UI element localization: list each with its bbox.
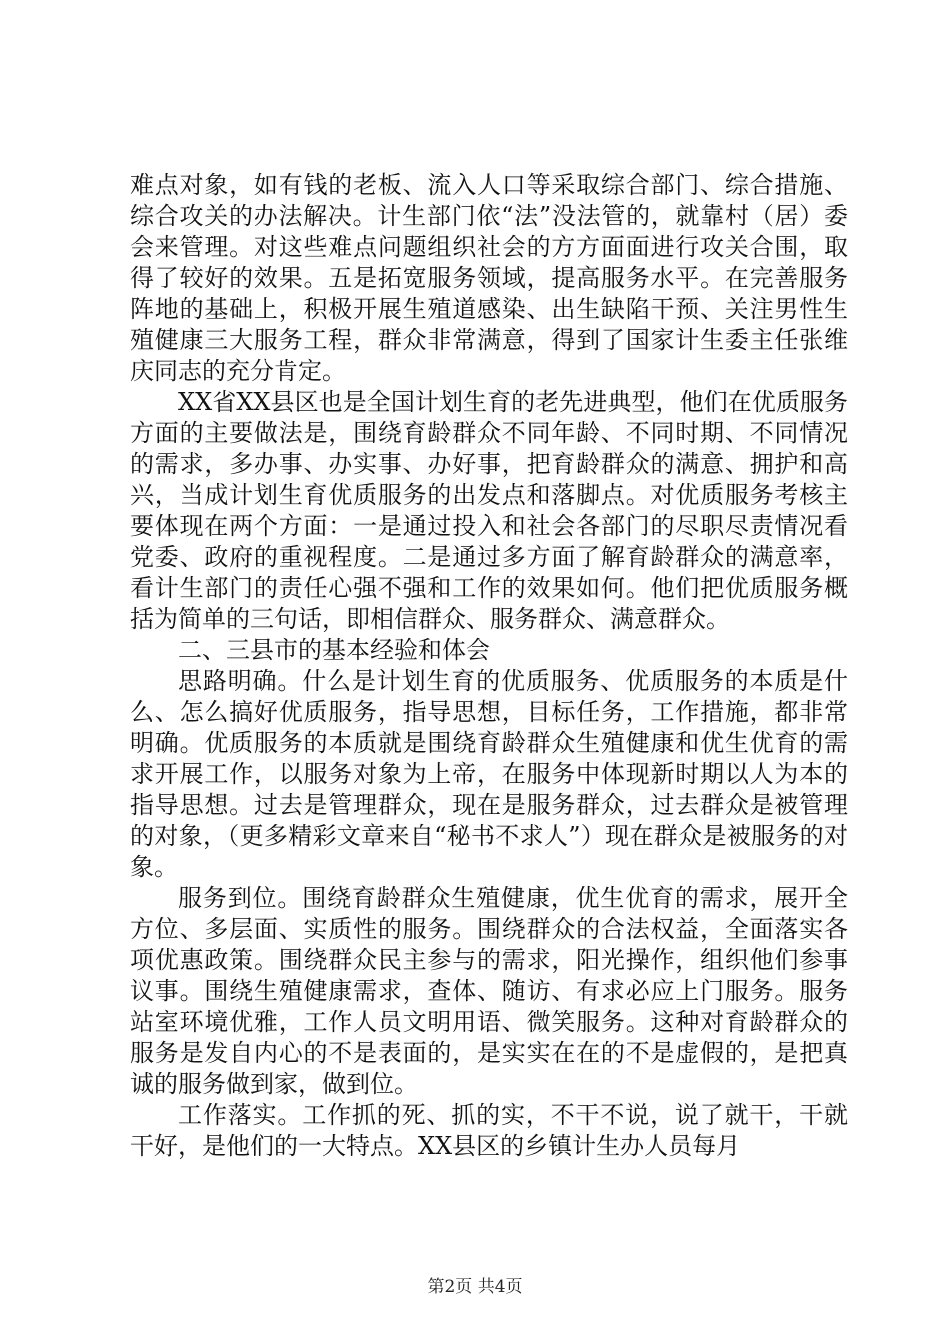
paragraph-5: 工作落实。工作抓的死、抓的实，不干不说，说了就干，干就干好，是他们的一大特点。XX县区的乡镇计生办人员每月 [130,1101,848,1160]
paragraph-1: 难点对象，如有钱的老板、流入人口等采取综合部门、综合措施、综合攻关的办法解决。计生部门依“法”没法管的，就靠村（居）委会来管理。对这些难点问题组织社会的方方面面进行攻关合围，取得了较好的效果。五是拓宽服务领域，提高服务水平。在完善服务阵地的基础上，积极开展生殖道感染、出生缺陷干预、关注男性生殖健康三大服务工程，群众非常满意，得到了国家计生委主任张维庆同志的充分肯定。 [130,171,848,385]
document-body [130,170,848,1162]
section-heading: 二、三县市的基本经验和体会 [178,636,490,664]
paragraph-4: 服务到位。围绕育龄群众生殖健康，优生优育的需求，展开全方位、多层面、实质性的服务。围绕群众的合法权益，全面落实各项优惠政策。围绕群众民主参与的需求，阳光操作，组织他们参事议事。围绕生殖健康需求，查体、随访、有求必应上门服务。服务站室环境优雅，工作人员文明用语、微笑服务。这种对育龄群众的服务是发自内心的不是表面的，是实实在在的不是虚假的，是把真诚的服务做到家，做到位。 [130,884,848,1098]
page-number-footer: 第2页 共4页 [427,1277,523,1297]
paragraph-3: 思路明确。什么是计划生育的优质服务、优质服务的本质是什么、怎么搞好优质服务，指导思想，目标任务，工作措施，都非常明确。优质服务的本质就是围绕育龄群众生殖健康和优生优育的需求开展工作，以服务对象为上帝，在服务中体现新时期以人为本的指导思想。过去是管理群众，现在是服务群众，过去群众是被管理的对象，（更多精彩文章来自“秘书不求人”）现在群众是被服务的对象。 [130,667,848,881]
paragraph-2: XX省XX县区也是全国计划生育的老先进典型，他们在优质服务方面的主要做法是，围绕育龄群众不同年龄、不同时期、不同情况的需求，多办事、办实事、办好事，把育龄群众的满意、拥护和高兴，当成计划生育优质服务的出发点和落脚点。对优质服务考核主要体现在两个方面：一是通过投入和社会各部门的尽职尽责情况看党委、政府的重视程度。二是通过多方面了解育龄群众的满意率，看计生部门的责任心强不强和工作的效果如何。他们把优质服务概括为简单的三句话，即相信群众、服务群众、满意群众。 [130,388,848,633]
